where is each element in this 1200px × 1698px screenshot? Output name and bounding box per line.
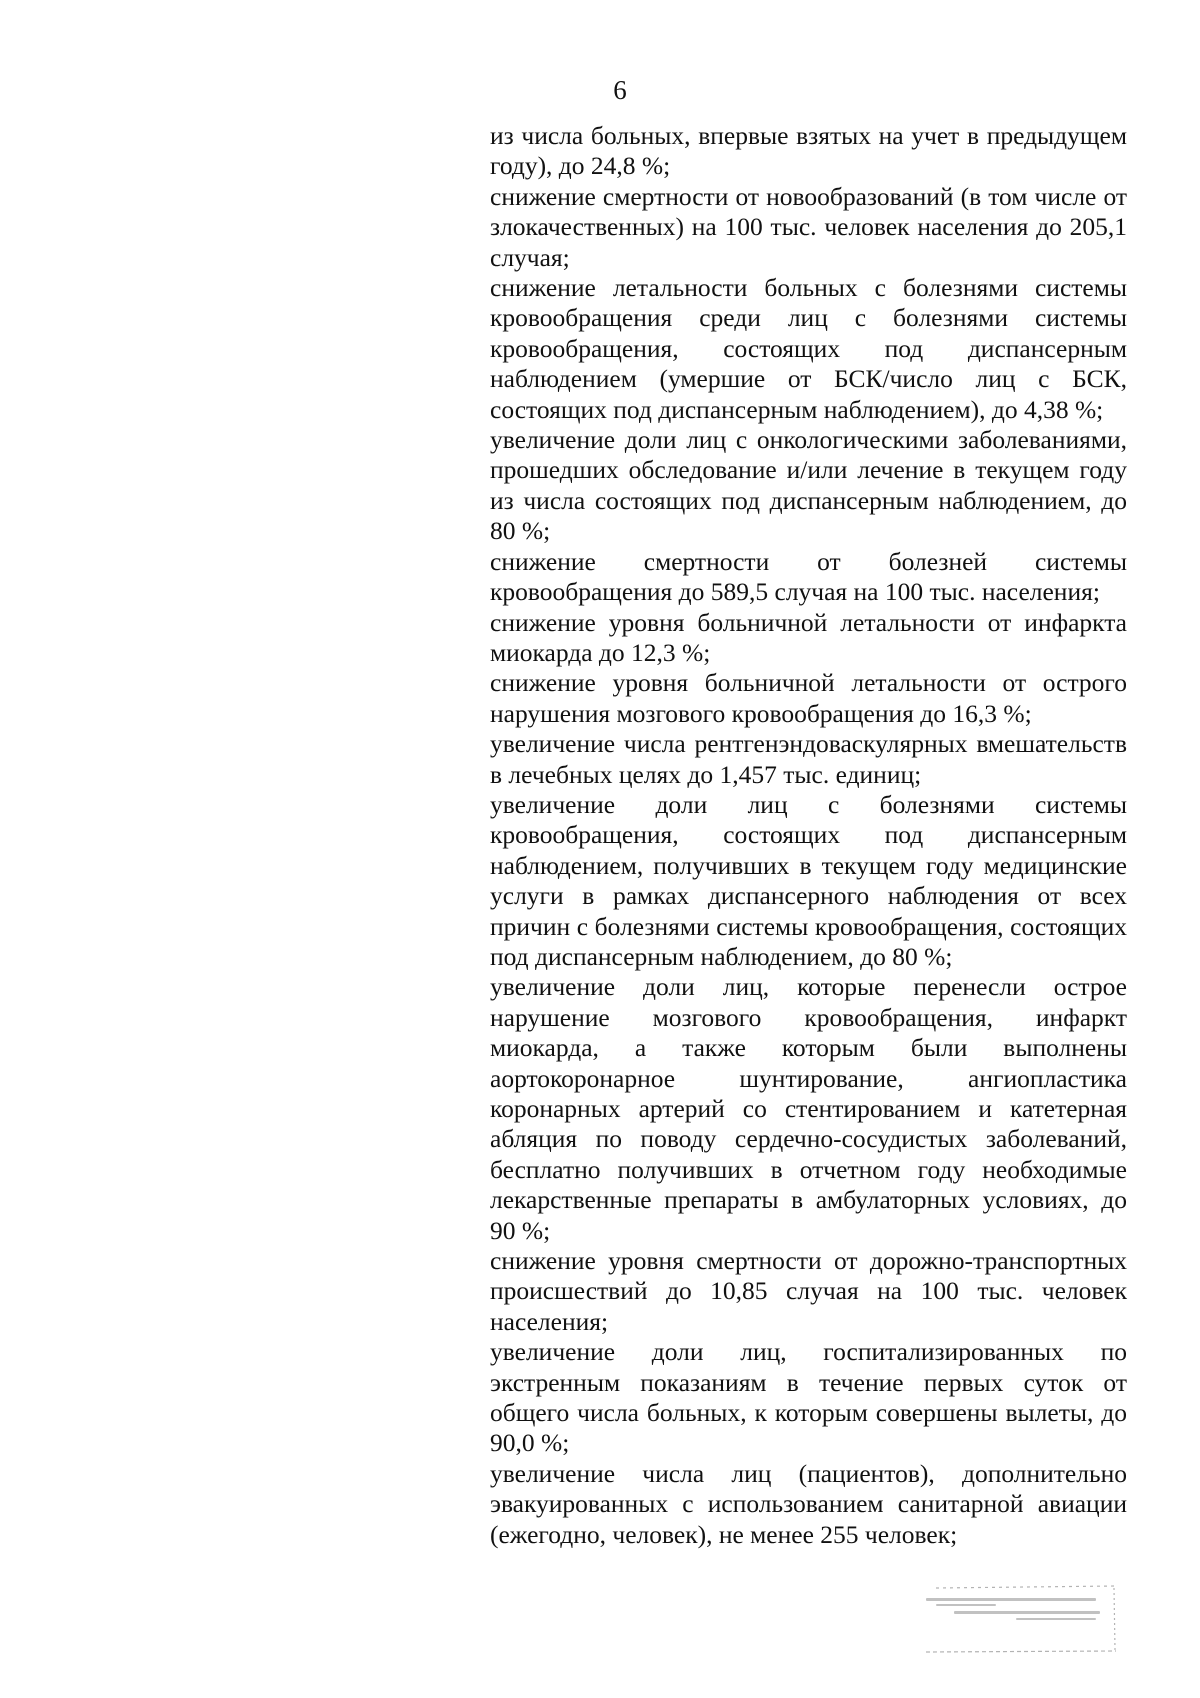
page-number: 6 bbox=[613, 75, 627, 105]
paragraph-12: увеличение доли лиц, госпитализированных по экстренным показаниям в течение первых суток от общего числа больных, к которым совершены вылеты, до 90,0 %; bbox=[490, 1337, 1127, 1458]
paragraph-7: снижение уровня больничной летальности от острого нарушения мозгового кровообращения до 16,3 %; bbox=[490, 668, 1127, 728]
document-body bbox=[490, 121, 1127, 1550]
paragraph-9: увеличение доли лиц с болезнями системы кровообращения, состоящих под диспансерным наблюдением, получивших в текущем году медицинские услуги в рамках диспансерного наблюдения от всех причин с болезнями системы кровообращения, состоящих под диспансерным наблюдением, до 80 %; bbox=[490, 789, 1127, 971]
paragraph-1: из числа больных, впервые взятых на учет в предыдущем году), до 24,8 %; bbox=[490, 121, 1127, 181]
paragraph-13: увеличение числа лиц (пациентов), дополнительно эвакуированных с использованием санитарной авиации (ежегодно, человек), не менее 255 человек; bbox=[490, 1458, 1127, 1549]
paragraph-5: снижение смертности от болезней системы кровообращения до 589,5 случая на 100 тыс. населения; bbox=[490, 546, 1127, 607]
paragraph-11: снижение уровня смертности от дорожно-транспортных происшествий до 10,85 случая на 100 тыс. человек населения; bbox=[490, 1246, 1127, 1336]
paragraph-8: увеличение числа рентгенэндоваскулярных вмешательств в лечебных целях до 1,457 тыс. единиц; bbox=[490, 729, 1127, 789]
paragraph-10: увеличение доли лиц, которые перенесли острое нарушение мозгового кровообращения, инфаркт миокарда, а также которым были выполнены аортокоронарное шунтирование, ангиопластика коронарных артерий со стентированием и катетерная абляция по поводу сердечно-сосудистых заболеваний, бесплатно получивших в отчетном году необходимые лекарственные препараты в амбулаторных условиях, до 90 %; bbox=[490, 972, 1127, 1245]
faded-stamp-icon bbox=[896, 1584, 1122, 1654]
paragraph-2: снижение смертности от новообразований (в том числе от злокачественных) на 100 тыс. человек населения до 205,1 случая; bbox=[490, 181, 1127, 272]
paragraph-4: увеличение доли лиц с онкологическими заболеваниями, прошедших обследование и/или лечение в текущем году из числа состоящих под диспансерным наблюдением, до 80 %; bbox=[490, 425, 1127, 546]
paragraph-3: снижение летальности больных с болезнями системы кровообращения среди лиц с болезнями системы кровообращения, состоящих под диспансерным наблюдением (умершие от БСК/число лиц с БСК, состоящих под диспансерным наблюдением), до 4,38 %; bbox=[490, 273, 1127, 424]
paragraph-6: снижение уровня больничной летальности от инфаркта миокарда до 12,3 %; bbox=[490, 607, 1127, 667]
